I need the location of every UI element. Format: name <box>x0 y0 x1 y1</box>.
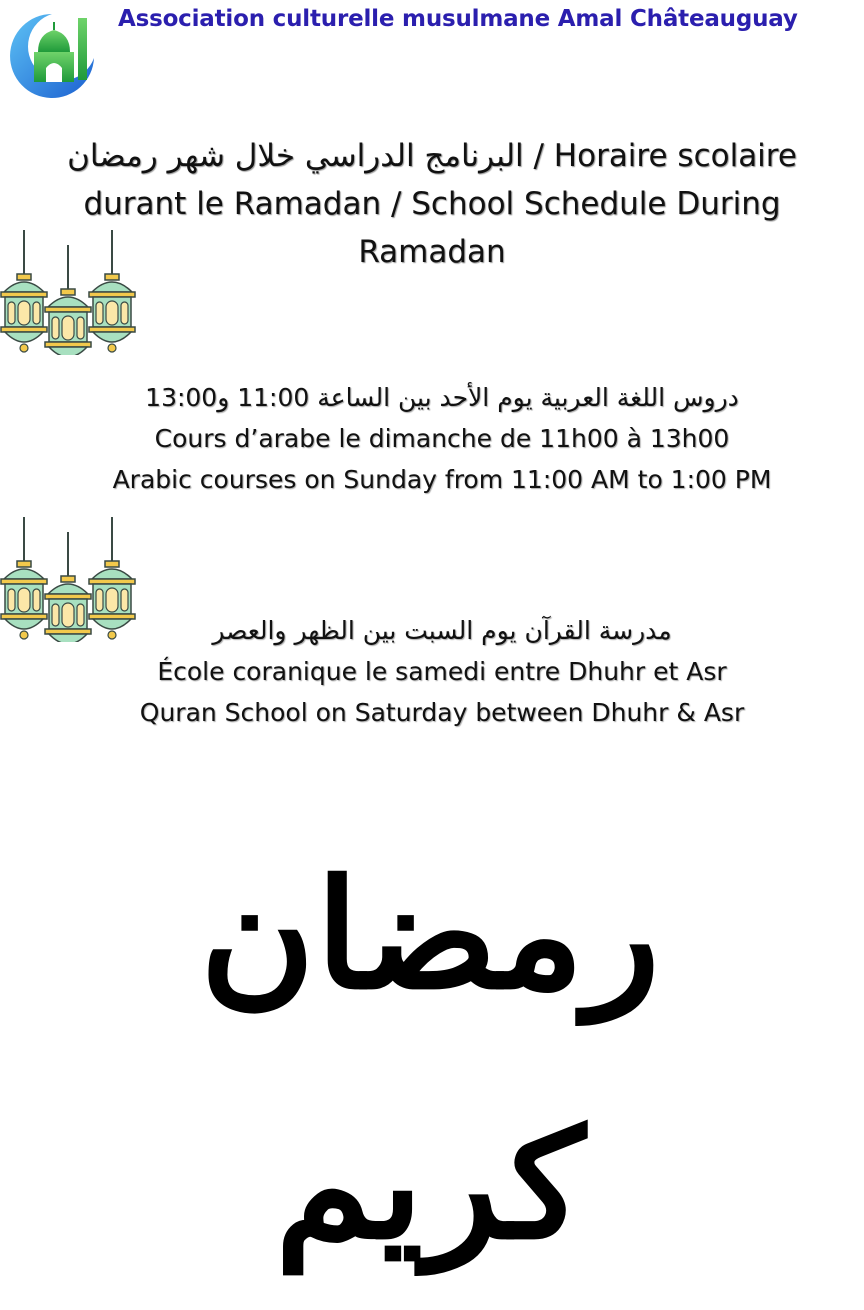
arabic-courses-section <box>50 377 834 500</box>
mosque-logo <box>8 10 96 102</box>
lanterns-icon <box>0 225 140 355</box>
organization-name: Association culturelle musulmane Amal Châteauguay <box>118 6 798 32</box>
ramadan-kareem-calligraphy: رمضان كريم <box>199 847 661 1273</box>
page-title: البرنامج الدراسي خلال شهر رمضان / Horaire scolaire durant le Ramadan / School Schedule During Ramadan <box>67 138 797 270</box>
arabic-courses-en: Arabic courses on Sunday from 11:00 AM to 1:00 PM <box>112 465 772 494</box>
arabic-courses-ar: دروس اللغة العربية يوم الأحد بين الساعة 11:00 و13:00 <box>145 383 739 412</box>
quran-school-fr: École coranique le samedi entre Dhuhr et Asr <box>157 657 727 686</box>
quran-school-en: Quran School on Saturday between Dhuhr & Asr <box>139 698 745 727</box>
arabic-courses-fr: Cours d’arabe le dimanche de 11h00 à 13h00 <box>154 424 730 453</box>
quran-school-ar: مدرسة القرآن يوم السبت بين الظهر والعصر <box>212 616 672 645</box>
quran-school-section <box>50 610 834 733</box>
